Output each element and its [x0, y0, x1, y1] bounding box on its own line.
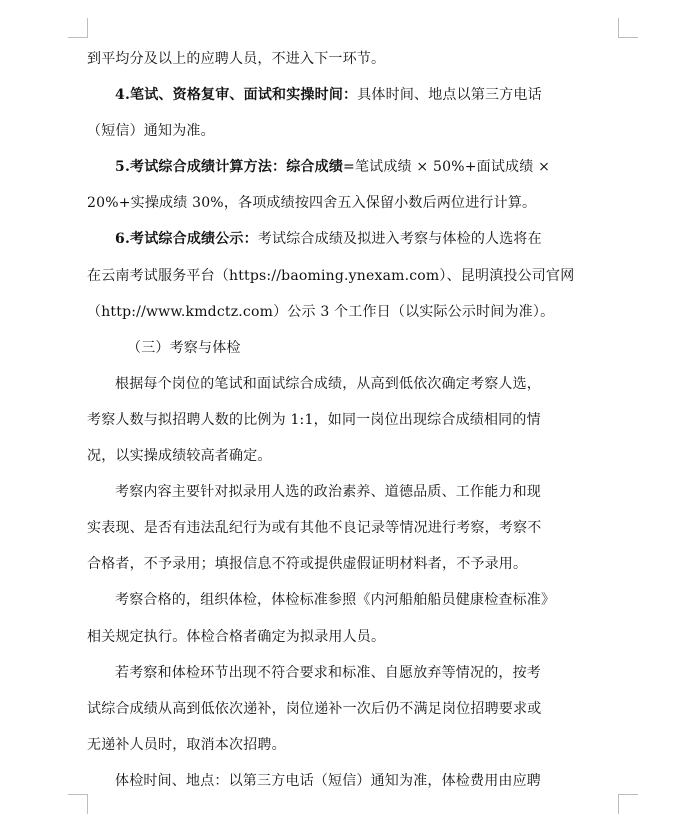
section-5-line: [87, 149, 617, 185]
text-line: （http://www.kmdctz.com）公示 3 个工作日（以实际公示时间为准）。: [87, 303, 555, 320]
section-6-text: 考试综合成绩及拟进入考察与体检的人选将在: [257, 231, 542, 248]
paragraph-line: 考察合格的，组织体检，体检标准参照《内河船舶船员健康检查标准》: [115, 592, 556, 609]
text-line: 到平均分及以上的应聘人员，不进入下一环节。: [87, 51, 386, 67]
subsection-heading: （三）考察与体检: [127, 339, 241, 356]
text-line: 无递补人员时，取消本次招聘。: [87, 736, 286, 753]
section-4-line: [87, 77, 617, 113]
paragraph-line: 考察内容主要针对拟录用人选的政治素养、道德品质、工作能力和现: [115, 484, 541, 501]
section-6-line: [87, 221, 617, 257]
section-6-heading: 6.考试综合成绩公示：: [115, 231, 258, 248]
text-line: 20%+实操成绩 30%，各项成绩按四舍五入保留小数后两位进行计算。: [87, 195, 537, 212]
paragraph-line: 若考察和体检环节出现不符合要求和标准、自愿放弃等情况的，按考: [115, 664, 541, 681]
text-line: 实表现、是否有违法乱纪行为或有其他不良记录等情况进行考察，考察不: [87, 520, 542, 537]
margin-mark-bottom-right: [618, 794, 638, 814]
text-line: 合格者，不予录用；填报信息不符或提供虚假证明材料者，不予录用。: [87, 556, 528, 573]
paragraph-line: 体检时间、地点：以第三方电话（短信）通知为准，体检费用由应聘: [115, 772, 541, 789]
text-line: 考察人数与拟招聘人数的比例为 1:1，如同一岗位出现综合成绩相同的情: [87, 411, 541, 428]
text-line: 况，以实操成绩较高者确定。: [87, 448, 272, 465]
margin-mark-bottom-left: [68, 794, 88, 814]
formula-label: 综合成绩: [286, 159, 344, 176]
section-5-heading: 5.考试综合成绩计算方法：: [115, 159, 287, 176]
document-body: [87, 41, 617, 799]
text-line: （短信）通知为准。: [87, 123, 215, 140]
text-line: 相关规定执行。体检合格者确定为拟录用人员。: [87, 628, 386, 645]
section-4-heading: 4.笔试、资格复审、面试和实操时间：: [115, 87, 358, 104]
paragraph-line: 根据每个岗位的笔试和面试综合成绩，从高到低依次确定考察人选，: [115, 375, 541, 392]
text-line: 试综合成绩从高到低依次递补，岗位递补一次后仍不满足岗位招聘要求或: [87, 700, 542, 717]
text-line: 在云南考试服务平台（https://baoming.ynexam.com）、昆明滇投公司官网: [87, 267, 575, 284]
formula-text: =笔试成绩 × 50%+面试成绩 ×: [343, 159, 551, 176]
margin-mark-top-right: [618, 18, 638, 38]
section-4-text: 具体时间、地点以第三方电话: [357, 87, 542, 104]
margin-mark-top-left: [68, 18, 88, 38]
